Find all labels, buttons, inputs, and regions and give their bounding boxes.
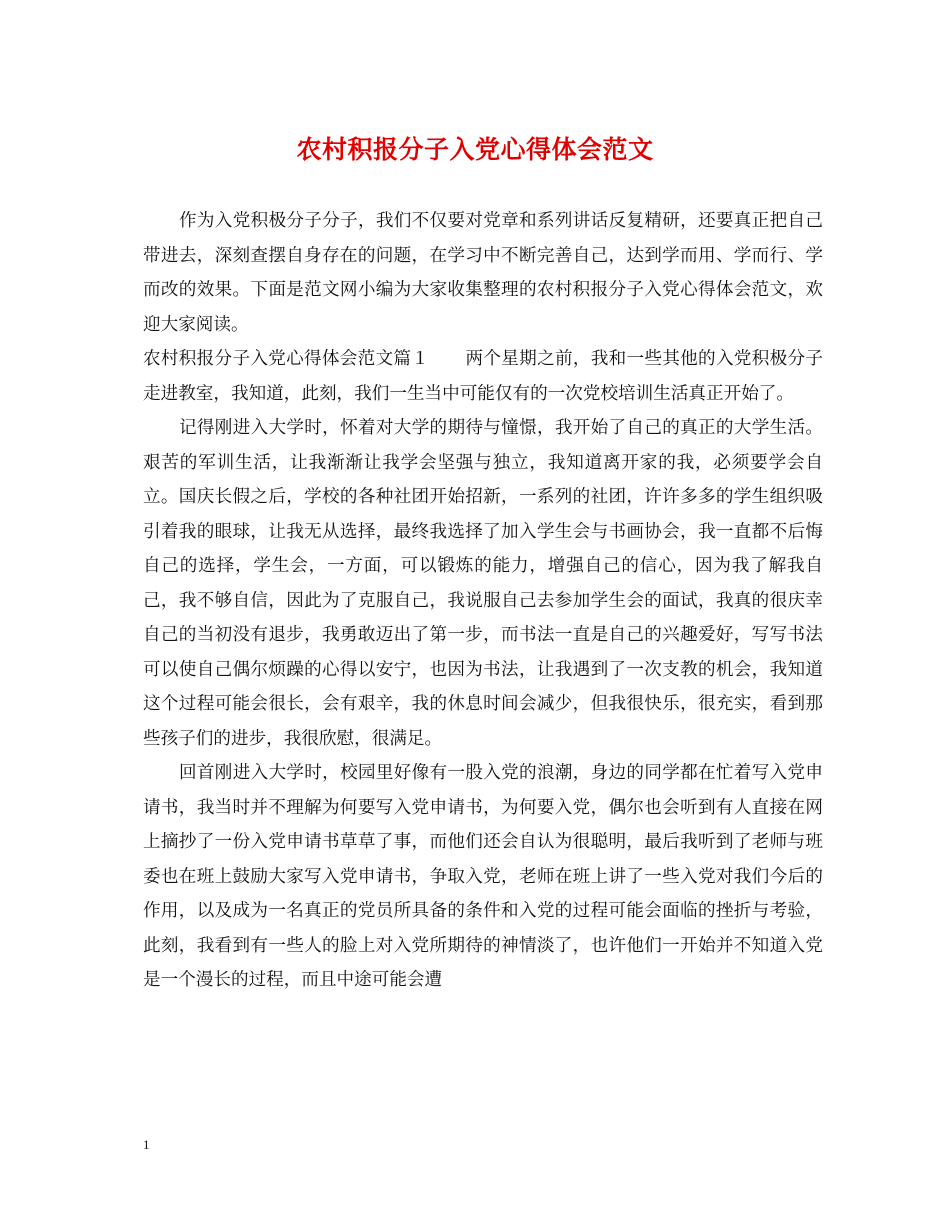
document-title: 农村积报分子入党心得体会范文: [296, 135, 654, 164]
section-lead-text: 两个星期之前，我和一些其他的入党积极分子走进教室，我知道，此刻，我们一生当中可能仅有的一次党校培训生活真正开始了。: [143, 349, 823, 404]
section-heading: 农村积报分子入党心得体会范文篇１: [143, 349, 430, 369]
intro-paragraph: 作为入党积极分子分子，我们不仅要对党章和系列讲话反复精研，还要真正把自己带进去，深刻查摆自身存在的问题，在学习中不断完善自己，达到学而用、学而行、学而改的效果。下面是范文网小编为大家收集整理的农村积报分子入党心得体会范文，欢迎大家阅读。: [143, 211, 823, 335]
body-paragraph-2: 记得刚进入大学时，怀着对大学的期待与憧憬，我开始了自己的真正的大学生活。艰苦的军训生活，让我渐渐让我学会坚强与独立，我知道离开家的我，必须要学会自立。国庆长假之后，学校的各种社团开始招新，一系列的社团，许许多多的学生组织吸引着我的眼球，让我无从选择，最终我选择了加入学生会与书画协会，我一直都不后悔自己的选择，学生会，一方面，可以锻炼的能力，增强自己的信心，因为我了解我自己，我不够自信，因此为了克服自己，我说服自己去参加学生会的面试，我真的很庆幸自己的当初没有退步，我勇敢迈出了第一步，而书法一直是自己的兴趣爱好，写写书法可以使自己偶尔烦躁的心得以安宁，也因为书法，让我遇到了一次支教的机会，我知道这个过程可能会很长，会有艰辛，我的休息时间会减少，但我很快乐，很充实，看到那些孩子们的进步，我很欣慰，很满足。: [143, 418, 823, 749]
document-body: [143, 204, 823, 998]
page-number: 1: [143, 1137, 150, 1152]
body-paragraph-3: 回首刚进入大学时，校园里好像有一股入党的浪潮，身边的同学都在忙着写入党申请书，我当时并不理解为何要写入党申请书，为何要入党，偶尔也会听到有人直接在网上摘抄了一份入党申请书草草了事，而他们还会自认为很聪明，最后我听到了老师与班委也在班上鼓励大家写入党申请书，争取入党，老师在班上讲了一些入党对我们今后的作用，以及成为一名真正的党员所具备的条件和入党的过程可能会面临的挫折与考验，此刻，我看到有一些人的脸上对入党所期待的神情淡了，也许他们一开始并不知道入党是一个漫长的过程，而且中途可能会遭: [143, 763, 823, 990]
section-paragraph: [143, 342, 823, 411]
